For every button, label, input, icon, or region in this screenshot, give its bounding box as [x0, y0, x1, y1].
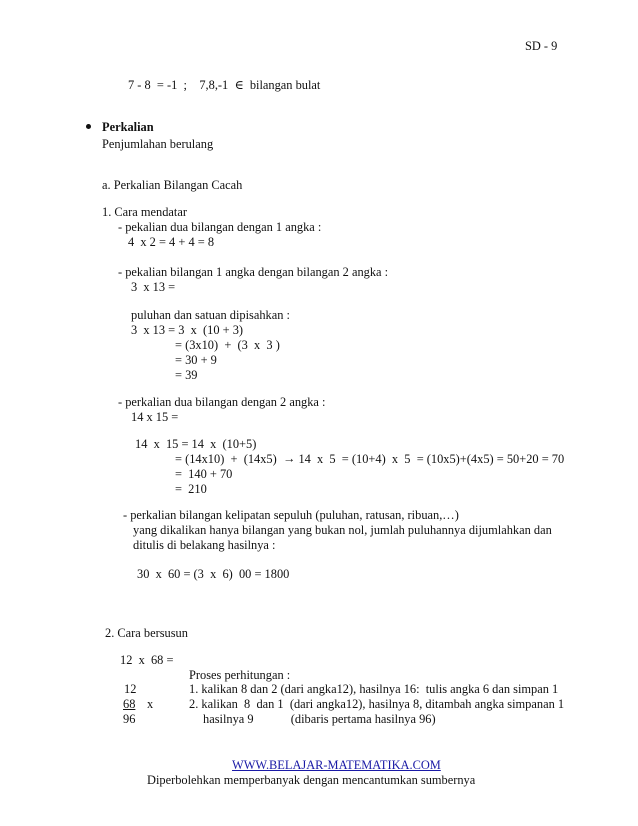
section-subtitle: Penjumlahan berulang	[102, 137, 214, 151]
method-2-equation: 12 x 68 =	[120, 653, 174, 667]
method-1b-title: - pekalian bilangan 1 angka dengan bilangan 2 angka :	[118, 265, 389, 279]
method-1a-title: - pekalian dua bilangan dengan 1 angka :	[118, 220, 322, 234]
method-1c-title: - perkalian dua bilangan dengan 2 angka :	[118, 395, 326, 409]
method-1b-step-4: = 39	[175, 368, 198, 382]
method-1-title: 1. Cara mendatar	[102, 205, 187, 219]
method-1b-note: puluhan dan satuan dipisahkan :	[131, 308, 290, 322]
integer-example: 7 - 8 = -1 ; 7,8,-1 ∈ bilangan bulat	[128, 78, 321, 92]
method-1c-step-2-right: 14 x 5 = (10+4) x 5 = (10x5)+(4x5) = 50+20 = 70	[298, 452, 565, 466]
footer-note: Diperbolehkan memperbanyak dengan mencantumkan sumbernya	[147, 773, 476, 787]
method-2-process-title: Proses perhitungan :	[189, 668, 291, 682]
method-1b-step-1: 3 x 13 = 3 x (10 + 3)	[131, 323, 244, 337]
method-1d-title: - perkalian bilangan kelipatan sepuluh (puluhan, ratusan, ribuan,…)	[123, 508, 459, 522]
method-1b-step-2: = (3x10) + (3 x 3 )	[175, 338, 280, 352]
method-1c-step-3: = 140 + 70	[175, 467, 233, 481]
bullet-icon	[86, 124, 91, 129]
method-1c-step-2-left: = (14x10) + (14x5)	[175, 452, 277, 466]
subsection-a: a. Perkalian Bilangan Cacah	[102, 178, 243, 192]
method-1c-equation: 14 x 15 =	[131, 410, 179, 424]
method-2-step-1: 1. kalikan 8 dan 2 (dari angka12), hasilnya 16: tulis angka 6 dan simpan 1	[189, 682, 559, 696]
method-1d-equation: 30 x 60 = (3 x 6) 00 = 1800	[137, 567, 290, 581]
method-1a-equation: 4 x 2 = 4 + 4 = 8	[128, 235, 215, 249]
method-2-step-2: 2. kalikan 8 dan 1 (dari angka12), hasilnya 8, ditambah angka simpanan 1	[189, 697, 565, 711]
multiply-sign: x	[147, 697, 154, 711]
method-2-title: 2. Cara bersusun	[105, 626, 188, 640]
multiplier: 68	[123, 697, 136, 711]
method-2-step-3: hasilnya 9 (dibaris pertama hasilnya 96)	[203, 712, 436, 726]
method-1d-description-2: ditulis di belakang hasilnya :	[133, 538, 276, 552]
arrow-right-icon: →	[282, 451, 296, 466]
multiplicand: 12	[124, 682, 137, 696]
method-1c-step-1: 14 x 15 = 14 x (10+5)	[135, 437, 257, 451]
page-label: SD - 9	[525, 39, 558, 53]
footer-link[interactable]: WWW.BELAJAR-MATEMATIKA.COM	[232, 758, 441, 772]
product: 96	[123, 712, 136, 726]
method-1b-equation: 3 x 13 =	[131, 280, 176, 294]
method-1d-description-1: yang dikalikan hanya bilangan yang bukan nol, jumlah puluhannya dijumlahkan dan	[133, 523, 552, 537]
section-title: Perkalian	[102, 120, 154, 134]
method-1c-step-4: = 210	[175, 482, 207, 496]
method-1c-step-2	[175, 453, 564, 465]
method-1b-step-3: = 30 + 9	[175, 353, 217, 367]
